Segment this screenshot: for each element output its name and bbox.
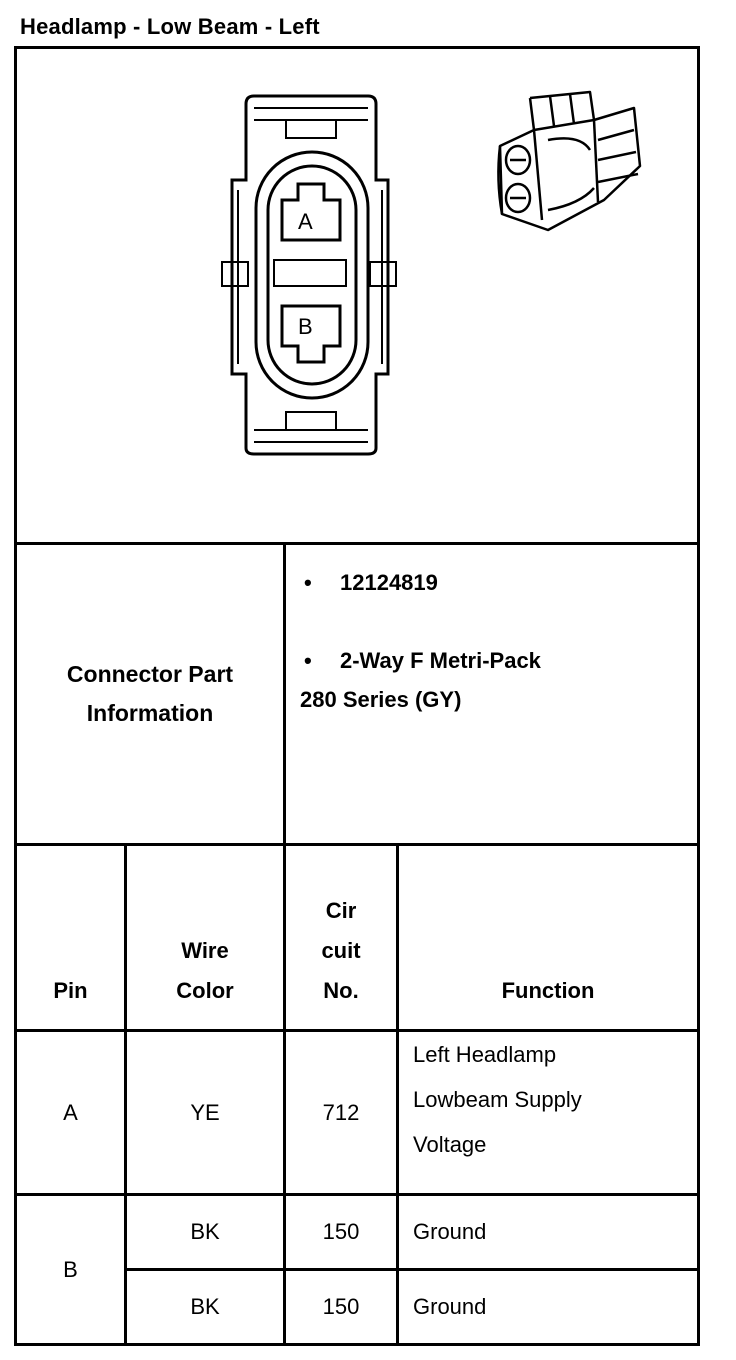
row-b2-function: Ground <box>413 1294 487 1319</box>
header-wire-color: Wire Color <box>176 938 234 1003</box>
cavity-a-label: A <box>298 209 313 234</box>
connector-info-label: Connector Part Information <box>66 661 234 726</box>
row-b1-wire-color: BK <box>190 1219 220 1244</box>
description-line-2: 280 Series (GY) <box>300 687 462 712</box>
row-b-pin: B <box>63 1256 78 1282</box>
row-b1-function: Ground <box>413 1219 487 1244</box>
header-function: Function <box>501 978 595 1003</box>
page-title: Headlamp - Low Beam - Left <box>20 14 320 39</box>
row-b2-circuit: 150 <box>322 1294 360 1319</box>
header-circuit-number: Cir cuit No. <box>321 898 361 1003</box>
connector-info-details <box>300 563 690 719</box>
description-line-1: 2-Way F Metri-Pack <box>340 648 541 673</box>
header-pin: Pin <box>53 978 88 1003</box>
row-a-function: Left Headlamp Lowbeam Supply Voltage <box>413 1042 582 1157</box>
row-a-pin: A <box>63 1099 78 1125</box>
part-number-row <box>300 563 690 602</box>
cavity-b-label: B <box>298 314 313 339</box>
row-b1-circuit: 150 <box>322 1219 360 1244</box>
connector-3d-icon <box>494 90 644 240</box>
description-row <box>300 641 690 680</box>
bullet-icon: • <box>304 648 312 673</box>
part-number: 12124819 <box>340 570 438 595</box>
connector-face-diagram <box>218 92 400 458</box>
row-a-wire-color: YE <box>190 1099 220 1125</box>
row-b2-wire-color: BK <box>190 1294 220 1319</box>
row-a-circuit: 712 <box>322 1099 360 1125</box>
bullet-icon: • <box>304 570 312 595</box>
